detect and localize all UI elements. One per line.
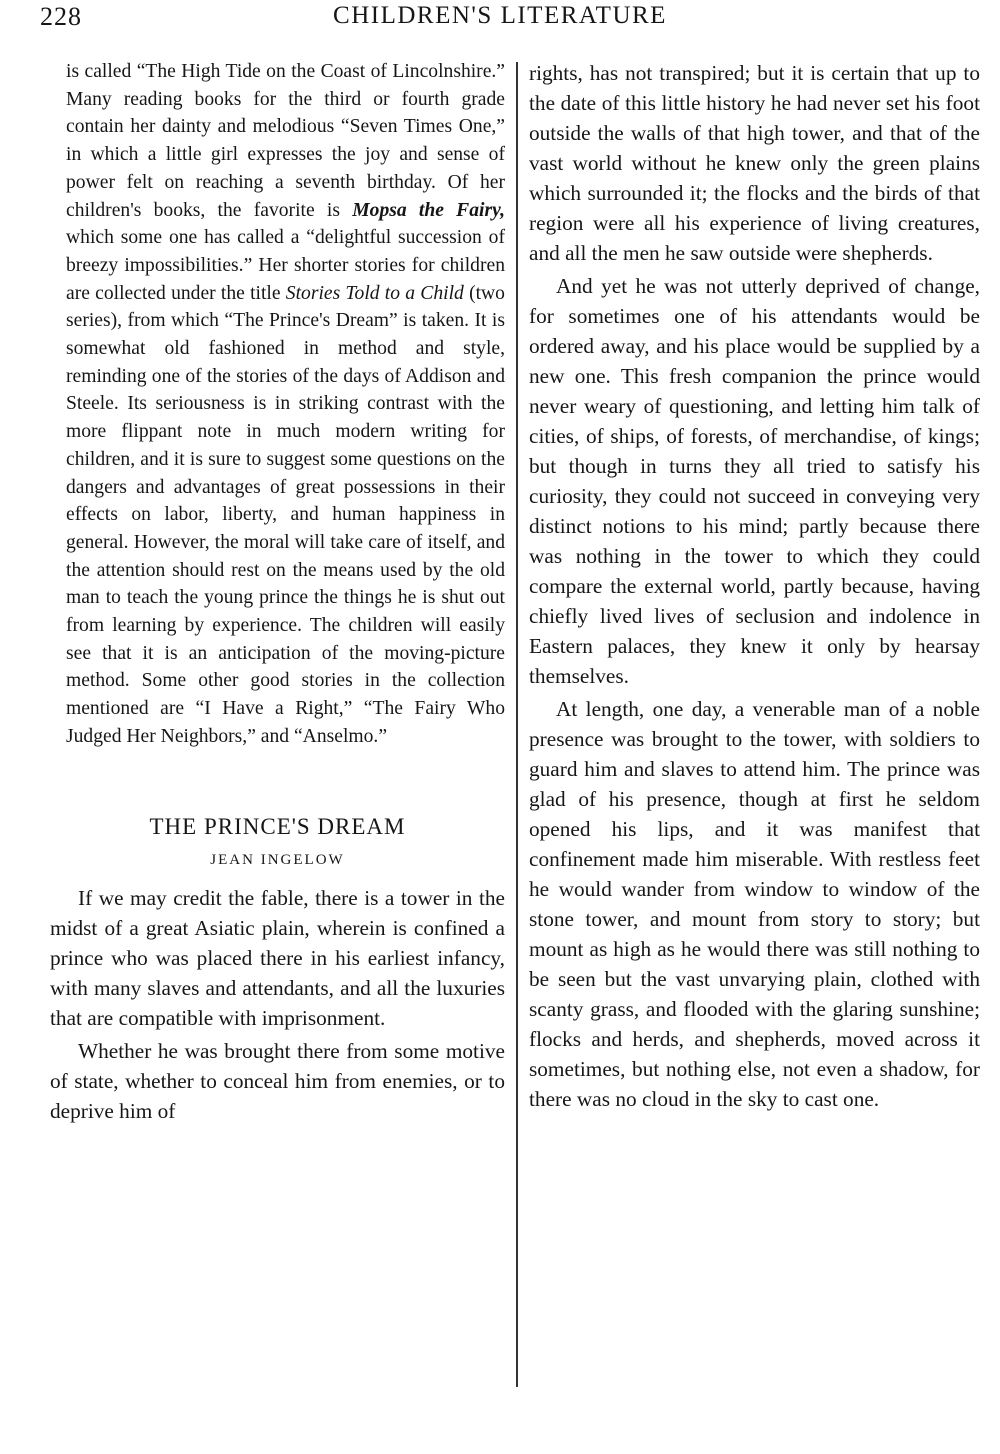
story-title: THE PRINCE'S DREAM (149, 813, 406, 839)
column-divider (516, 62, 518, 1387)
right-column (529, 58, 980, 1114)
story-paragraph-2: Whether he was brought there from some motive of state, whether to conceal him from enemies, or to deprive him of (50, 1038, 505, 1123)
intro-book-title-mopsa: Mopsa the Fairy, (352, 199, 505, 221)
story-paragraph-continued: rights, has not transpired; but it is certain that up to the date of this little history he had never set his foot outside the walls of that high tower, and that of the vast world without he knew only the green plains which surrounded it; the flocks and the birds of that region were all his experience of living creatures, and all the men he saw outside were shepherds. (529, 61, 980, 265)
story-paragraph-3: And yet he was not utterly deprived of change, for sometimes one of his attendants would be ordered away, and his place would be supplied by a new one. This fresh companion the prince would never weary of questioning, and letting him talk of cities, of ships, of forests, of merchandise, of kings; but though in turns they all tried to satisfy his curiosity, they could not succeed in conveying very distinct notions to his mind; partly because there was nothing in the tower to which they could compare the external world, partly because, having chiefly lived lives of seclusion and indolence in Eastern palaces, they knew it only by hearsay themselves. (529, 274, 980, 688)
intro-book-title-stories: Stories Told to a Child (285, 282, 464, 304)
left-column (50, 58, 505, 1126)
intro-text-start: is called “The High Tide on the Coast of Lincolnshire.” Many reading books for the third or fourth grade contain her dainty and melodious “Seven Times One,” in which a little girl expresses the joy and sense of power felt on reaching a seventh birthday. Of her children's books, the favorite is (66, 61, 505, 221)
intro-text-end: (two series), from which “The Prince's Dream” is taken. It is somewhat old fashioned in method and style, reminding one of the stories of the days of Addison and Steele. Its seriousness is in striking contrast with the more flippant note in much modern writing for children, and it is sure to suggest some questions on the dangers and advantages of great possessions in their effects on labor, liberty, and human happiness in general. However, the moral will take care of itself, and the attention should rest on the means used by the old man to teach the young prince the things he is shut out from learning by experience. The children will easily see that it is an anticipation of the moving-picture method. Some other good stories in the collection mentioned are “I Have a Right,” “The Fairy Who Judged Her Neighbors,” and “Anselmo.” (66, 282, 505, 747)
story-paragraph-1: If we may credit the fable, there is a tower in the midst of a great Asiatic plain, wherein is confined a prince who was placed there in his earliest infancy, with many slaves and attendants, and all the luxuries that are compatible with imprisonment. (50, 885, 505, 1030)
page-number: 228 (40, 2, 82, 31)
intro-paragraph (66, 58, 505, 751)
intro-text-middle: which some one has called a “delightful succession of breezy impossibilities.” Her shorter stories for children are collected under the title (66, 227, 505, 304)
story-paragraph-4: At length, one day, a venerable man of a noble presence was brought to the tower, with soldiers to guard him and slaves to attend him. The prince was glad of his presence, though at first he seldom opened his lips, and it was manifest that confinement made him miserable. With restless feet he would wander from window to window of the stone tower, and mount from story to story; but mount as high as he would there was still nothing to be seen but the vast unvarying plain, clothed with scanty grass, and flooded with the glaring sunshine; flocks and herds, and shepherds, moved across it sometimes, but nothing else, not even a shadow, for there was no cloud in the sky to cast one. (529, 697, 980, 1111)
running-head: CHILDREN'S LITERATURE (333, 2, 667, 29)
story-author: JEAN INGELOW (210, 851, 345, 868)
